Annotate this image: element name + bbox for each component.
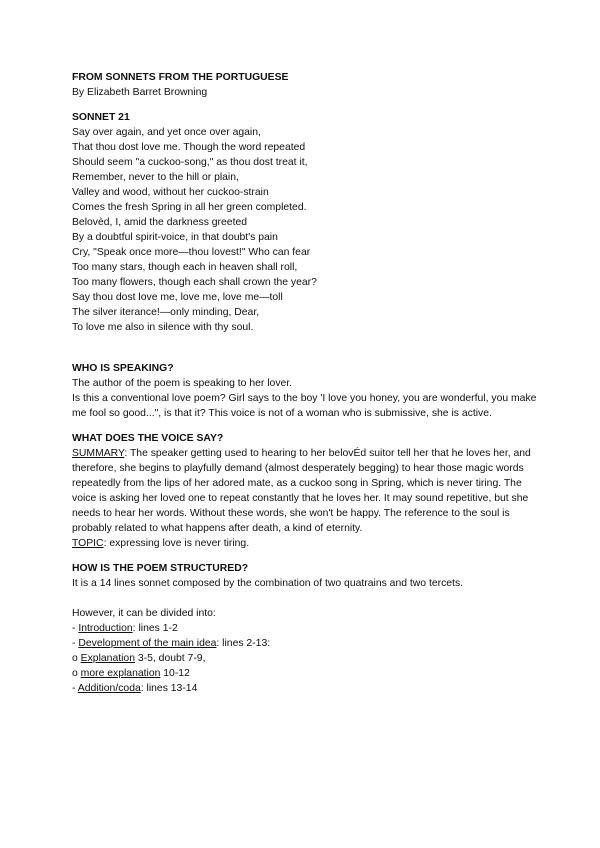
document-title: FROM SONNETS FROM THE PORTUGUESE — [72, 72, 289, 83]
list-bullet: o — [72, 653, 81, 664]
sonnet-line: Belovèd, I, amid the darkness greeted — [72, 217, 248, 228]
topic-line — [72, 536, 542, 551]
list-item-label: more explanation — [80, 668, 161, 679]
heading-structure: HOW IS THE POEM STRUCTURED? — [72, 563, 249, 574]
structure-intro: However, it can be divided into: — [72, 608, 216, 619]
list-item-label: Development of the main idea — [78, 638, 217, 649]
speaking-paragraph: Is this a conventional love poem? Girl says to the boy 'I love you honey, you are wonderful, you make me fool so good...", is that it? This voice is not of a woman who is submissive, she is active. — [72, 393, 537, 419]
list-item-rest: 3-5, doubt 7-9, — [134, 653, 206, 664]
list-item — [72, 651, 542, 666]
list-item — [72, 666, 542, 681]
sonnet-line: Cry, "Speak once more—thou lovest!" Who can fear — [72, 247, 311, 258]
list-item-label: Explanation — [80, 653, 135, 664]
sonnet-title: SONNET 21 — [72, 112, 130, 123]
list-bullet: - — [72, 683, 78, 694]
sonnet-line: Comes the fresh Spring in all her green completed. — [72, 202, 307, 213]
author-line: By Elizabeth Barret Browning — [72, 87, 208, 98]
structure-list — [72, 621, 542, 696]
list-item-rest: 10-12 — [160, 668, 190, 679]
speaking-line: The author of the poem is speaking to her lover. — [72, 378, 293, 389]
list-item-label: Introduction — [78, 623, 133, 634]
sonnet-line: Too many stars, though each in heaven shall roll, — [72, 262, 298, 273]
list-item-rest: : lines 2-13: — [216, 638, 271, 649]
list-bullet: o — [72, 668, 81, 679]
sonnet-line: Say over again, and yet once over again, — [72, 127, 261, 138]
sonnet-line: Too many flowers, though each shall crown the year? — [72, 277, 317, 288]
heading-who-is-speaking: WHO IS SPEAKING? — [72, 363, 174, 374]
document-page — [72, 70, 542, 696]
sonnet-line: Should seem "a cuckoo-song," as thou dost treat it, — [72, 157, 308, 168]
list-item — [72, 681, 542, 696]
sonnet-line: The silver iterance!—only minding, Dear, — [72, 307, 260, 318]
sonnet-line: Valley and wood, without her cuckoo-strain — [72, 187, 269, 198]
sonnet-line: To love me also in silence with thy soul. — [72, 322, 254, 333]
list-item-rest: : lines 1-2 — [132, 623, 178, 634]
topic-label: TOPIC — [72, 538, 104, 549]
list-item — [72, 636, 542, 651]
topic-text: : expressing love is never tiring. — [103, 538, 250, 549]
summary-paragraph — [72, 446, 542, 536]
list-item-rest: : lines 13-14 — [140, 683, 198, 694]
sonnet-body — [72, 125, 542, 335]
sonnet-line: That thou dost love me. Though the word repeated — [72, 142, 306, 153]
sonnet-line: Say thou dost love me, love me, love me—toll — [72, 292, 283, 303]
sonnet-line: Remember, never to the hill or plain, — [72, 172, 239, 183]
heading-what-voice-says: WHAT DOES THE VOICE SAY? — [72, 433, 224, 444]
list-item — [72, 621, 542, 636]
list-item-label: Addition/coda — [77, 683, 141, 694]
sonnet-line: By a doubtful spirit-voice, in that doubt's pain — [72, 232, 278, 243]
list-bullet: - — [72, 623, 79, 634]
list-bullet: - — [72, 638, 79, 649]
summary-text: : The speaker getting used to hearing to her belovÉd suitor tell her that he loves her, and therefore, she begins to playfully demand (almost desperately begging) to hear those magic words repeatedly from the lips of her adored mate, as a cuckoo song in Spring, which is never tiring. The voice is asking her loved one to repeat constantly that he loves her. It may sound repetitive, but she needs to hear her words. Without these words, she won't be happy. The reference to the soul is probably related to what happens after death, a kind of eternity. — [72, 448, 531, 534]
structure-line: It is a 14 lines sonnet composed by the combination of two quatrains and two tercets. — [72, 578, 464, 589]
summary-label: SUMMARY — [72, 448, 125, 459]
